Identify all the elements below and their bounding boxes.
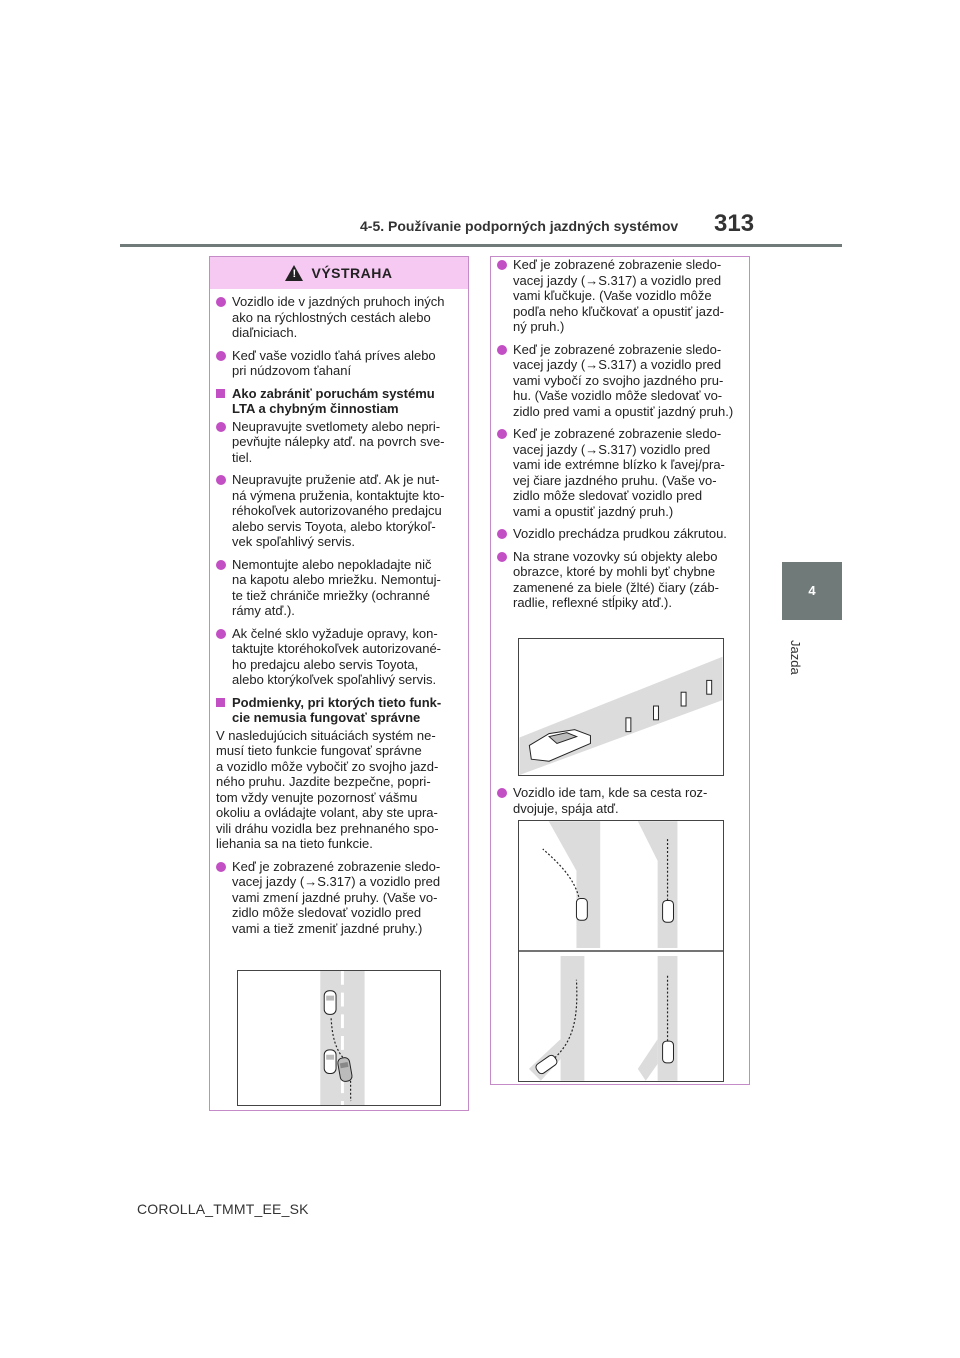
bullet-item: Vozidlo ide tam, kde sa cesta roz- dvojuje, spája atď. [497, 785, 743, 816]
bullet-item: Neupravujte pruženie atď. Ak je nut- ná výmena pruženia, kontaktujte kto- réhokoľvek autorizovaného predajcu alebo servis Toyota, alebo ktorýkoľ- vek spoľahlivý servis. [216, 472, 462, 550]
bullet-dot-icon [497, 260, 507, 270]
bullet-dot-icon [216, 422, 226, 432]
bullet-item: Vozidlo prechádza prudkou zákrutou. [497, 526, 743, 542]
bullet-dot-icon [216, 297, 226, 307]
bullet-item: Neupravujte svetlomety alebo nepri- pevňujte nálepky atď. na povrch sve- tiel. [216, 419, 462, 466]
road [561, 956, 585, 1081]
section-heading-2: Podmienky, pri ktorých tieto funk- cie nemusia fungovať správne [216, 695, 462, 726]
warning-header [210, 257, 468, 289]
bullet-dot-icon [216, 862, 226, 872]
bullet-dot-icon [497, 429, 507, 439]
road-branch-merge-figure [518, 820, 724, 1082]
warning-content-left [210, 289, 468, 936]
warning-content-right [491, 257, 749, 611]
warning-title: VÝSTRAHA [311, 265, 393, 281]
page-number: 313 [714, 210, 755, 237]
reflector-post-icon [707, 680, 712, 694]
reflector-post-icon [654, 706, 659, 720]
bullet-item: Ak čelné sklo vyžaduje opravy, kon- taktujte ktoréhokoľvek autorizované- ho predajcu alebo servis Toyota, alebo ktorýkoľvek spoľahlivý servis. [216, 626, 462, 688]
warning-box-right [490, 256, 750, 1085]
bullet-item: Keď je zobrazené zobrazenie sledo- vacej jazdy (→S.317) a vozidlo pred vami zmení jazdné pruhy. (Vaše vo- zidlo môže sledovať vozidlo pred vami a tiež zmeniť jazdné pruhy.) [216, 859, 462, 937]
bullet-item: Keď je zobrazené zobrazenie sledo- vacej jazdy (→S.317) vozidlo pred vami ide extrémne blízko k ľavej/pra- vej čiare jazdného pruhu. (Vaše vo- zidlo môže sledovať vozidlo pred vami a opustiť jazdný pruh.) [497, 426, 743, 519]
section-heading-1: Ako zabrániť poruchám systému LTA a chybným činnostiam [216, 386, 462, 417]
bullet-dot-icon [216, 629, 226, 639]
bullet-dot-icon [216, 351, 226, 361]
header-rule [120, 244, 842, 247]
bullet-item: Keď je zobrazené zobrazenie sledo- vacej jazdy (→S.317) a vozidlo pred vami kľučkuje. (Vaše vozidlo môže podľa neho kľučkovať a opustiť jazd- ný pruh.) [497, 257, 743, 335]
warning-box-left [209, 256, 469, 1111]
reflector-post-icon [626, 718, 631, 732]
reflector-post-icon [681, 692, 686, 706]
road [638, 1039, 658, 1081]
warning-content-right-b [491, 785, 749, 823]
warning-triangle-icon [285, 265, 303, 281]
car-icon [576, 899, 587, 921]
square-bullet-icon [216, 698, 225, 707]
bullet-item: Na strane vozovky sú objekty alebo obrazce, ktoré by mohli byť chybne zamenené za biele (žlté) čiary (záb- radlie, reflexné stĺpiky atď.). [497, 549, 743, 611]
car-icon [663, 900, 674, 922]
bullet-dot-icon [497, 529, 507, 539]
section-title: 4-5. Používanie podporných jazdných systémov [360, 218, 679, 234]
bullet-dot-icon [497, 552, 507, 562]
bullet-item: Nemontujte alebo nepokladajte nič na kapotu alebo mriežku. Nemontuj- te tiež chrániče mriežky (ochranné rámy atď.). [216, 557, 462, 619]
car-icon [663, 1041, 674, 1063]
bullet-item: Keď je zobrazené zobrazenie sledo- vacej jazdy (→S.317) a vozidlo pred vami vybočí zo svojho jazdného pru- hu. (Vaše vozidlo môže sledovať vo- zidlo pred vami a opustiť jazdný pruh.) [497, 342, 743, 420]
bullet-item: Vozidlo ide v jazdných pruhoch iných ako na rýchlostných cestách alebo diaľniciach. [216, 294, 462, 341]
conditions-paragraph: V nasledujúcich situáciách systém ne- musí tieto funkcie fungovať správne a vozidlo môže vybočiť zo svojho jazd- ného pruhu. Jazdite bezpečne, popri- tom vždy venujte pozornosť vášmu okoliu a ovládajte volant, aby ste upra- vili dráhu vozidla bez prehnaného spo- liehania sa na tieto funkcie. [216, 727, 439, 851]
bullet-dot-icon [216, 560, 226, 570]
bullet-dot-icon [497, 788, 507, 798]
car-icon [324, 1050, 336, 1074]
roadside-objects-figure [518, 638, 724, 776]
lane-change-figure [237, 970, 441, 1106]
chapter-tab: 4 [782, 562, 842, 620]
square-bullet-icon [216, 389, 225, 398]
document-code: COROLLA_TMMT_EE_SK [137, 1201, 309, 1217]
road [638, 821, 678, 948]
bullet-dot-icon [216, 475, 226, 485]
car-icon [324, 991, 336, 1015]
chapter-label: Jazda [788, 640, 803, 675]
bullet-item: Keď vaše vozidlo ťahá príves alebo pri núdzovom ťahaní [216, 348, 462, 379]
bullet-dot-icon [497, 345, 507, 355]
